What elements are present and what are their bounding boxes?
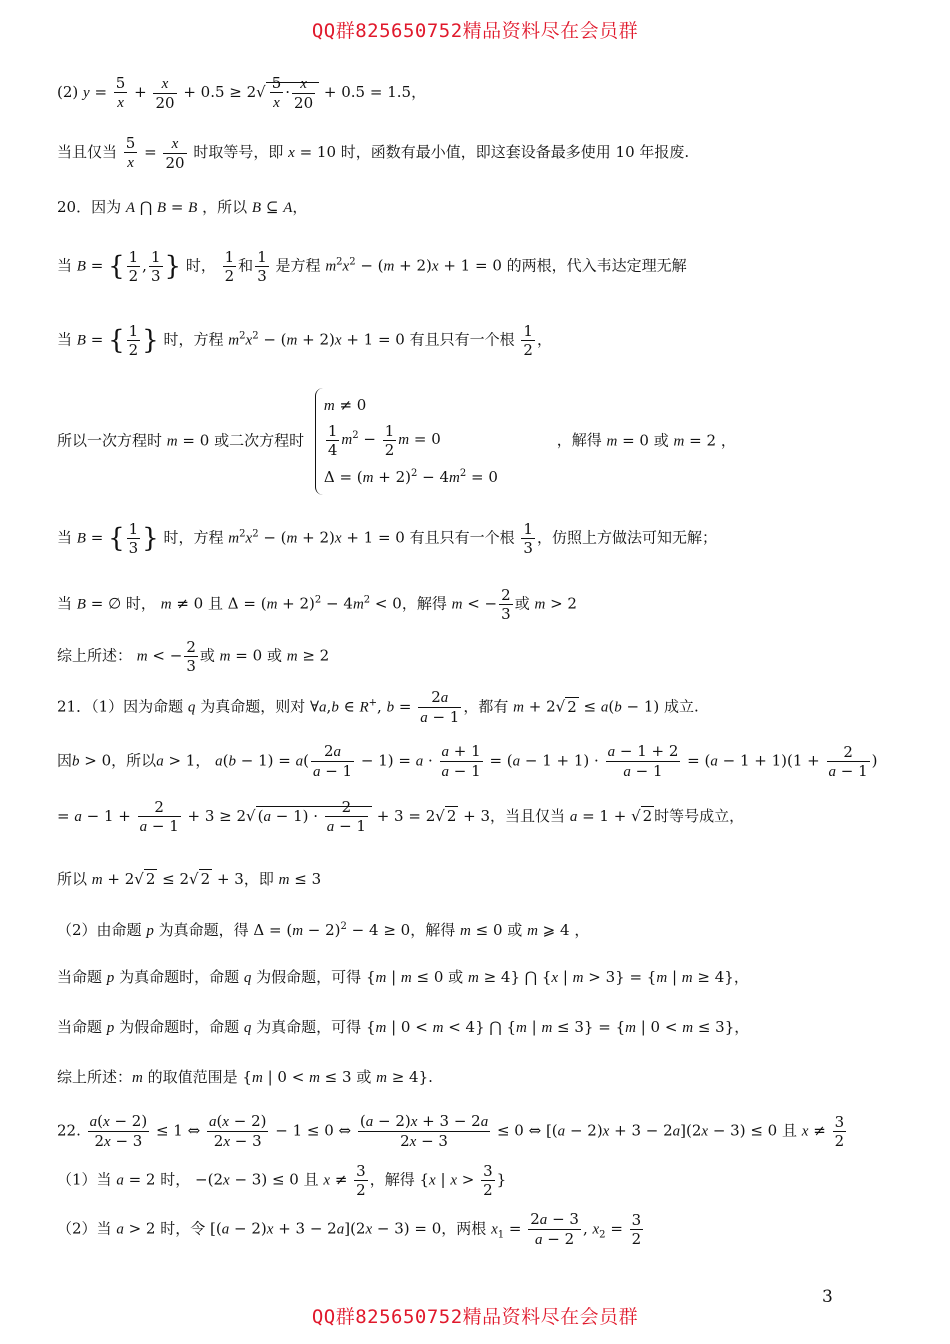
line-21-amgm: = a − 1 + $\frac{2}{a - 1}$ + 3 ≥ 2√ (a − 1) · $\frac{2}{a - 1}$ + 3 = 2√ 2 + 3，当且仅当 a = 1 + √ 2 时等号成立， — [57, 798, 745, 835]
line-case-empty: 当 B = ∅ 时， m ≠ 0 且 $\Delta = (m + 2)^2 - 4m^2 < 0$，解得 m < − $\frac{2}{3}$ 或 m > 2 — [57, 586, 577, 623]
equation-system: m ≠ 0 $\frac{1}{4}$ $m^2$ − $\frac{1}{2}$ m = 0 $\Delta = (m + 2)^2 - 4m^2 = 0$ — [315, 388, 506, 495]
line-20-intro: 20．因为 A ⋂ B = B ，所以 B ⊆ A， — [57, 198, 308, 216]
line-21-case-p-true: 当命题 p 为真命题时，命题 q 为假命题，可得 {m | m ≤ 0 或 m ≥ 4} ⋂ {x | m > 3} = {m | m ≥ 4}， — [57, 968, 749, 986]
line-case-third: 当 B = { $\frac{1}{3}$ } 时，方程 $m^2x^2 - (m + 2)x + 1 = 0$ 有且只有一个根 $\frac{1}{3}$ ，仿照上方做法可知无解； — [57, 520, 717, 557]
line-21-intro: 21．（1）因为命题 q 为真命题，则对 ∀a,b ∈ R+, b = $\frac{2a}{a - 1}$ ，都有 m + 2√ 2 ≤ a(b − 1) 成立. — [57, 688, 699, 726]
line-22-case1: （1）当 a = 2 时， −(2x − 3) ≤ 0 且 x ≠ $\frac{3}{2}$ ，解得 {x | x > $\frac{3}{2}$ } — [57, 1162, 507, 1199]
line-case-half: 当 B = { $\frac{1}{2}$ } 时，方程 $m^2x^2 - (m + 2)x + 1 = 0$ 有且只有一个根 $\frac{1}{2}$ ， — [57, 322, 552, 359]
watermark-footer: QQ群825650752精品资料尽在会员群 — [311, 1306, 639, 1328]
line-21-summary: 综上所述：m 的取值范围是 {m | 0 < m ≤ 3 或 m ≥ 4}. — [57, 1068, 433, 1086]
line-2-inequality: (2) y = $\frac{5}{x}$ + $\frac{x}{20}$ + 0.5 ≥ 2√ $\frac{5}{x}$ · $\frac{x}{20}$ + 0.5 = 1.5， — [57, 74, 427, 112]
watermark-header: QQ群825650752精品资料尽在会员群 — [311, 20, 639, 42]
line-21-part2: （2）由命题 p 为真命题，得 $\Delta = (m - 2)^2 - 4 \ge 0$，解得 m ≤ 0 或 m ⩾ 4 ， — [57, 921, 590, 939]
line-summary-20: 综上所述： m < − $\frac{2}{3}$ 或 m = 0 或 m ≥ 2 — [57, 638, 330, 675]
line-equality-condition: 当且仅当 $\frac{5}{x}$ = $\frac{x}{20}$ 时取等号，即 x = 10 时，函数有最小值，即这套设备最多使用 10 年报废. — [57, 134, 690, 172]
line-21-result: 所以 m + 2√ 2 ≤ 2√ 2 + 3，即 m ≤ 3 — [57, 870, 322, 888]
line-case-two-roots: 当 B = { $\frac{1}{2}$ , $\frac{1}{3}$ } 时， $\frac{1}{2}$ 和 $\frac{1}{3}$ 是方程 $m^2x^2 - (m + 2)x + 1 = 0$ 的两根，代入韦达定理无解 — [57, 248, 687, 285]
line-22-case2: （2）当 a > 2 时，令 [(a − 2)x + 3 − 2a](2x − 3) = 0，两根 $x_1$ = $\frac{2a - 3}{a - 2}$ , $x_2$ = $\frac{3}{2}$ — [57, 1210, 642, 1248]
line-21-case-p-false: 当命题 p 为假命题时，命题 q 为真命题，可得 {m | 0 < m < 4} ⋂ {m | m ≤ 3} = {m | 0 < m ≤ 3}， — [57, 1018, 750, 1036]
line-21-derivation: 因b > 0，所以a > 1， a(b − 1) = a( $\frac{2a}{a - 1}$ − 1) = a · $\frac{a + 1}{a - 1}$ = (a − 1 + 1) · $\frac{a - 1 + 2}{a - 1}$ = (a − 1 + 1)(1 + $\frac{2}{a - 1}$ ) — [57, 742, 878, 780]
page-number: 3 — [822, 1287, 833, 1307]
line-system: 所以一次方程时 m = 0 或二次方程时 m ≠ 0 $\frac{1}{4}$ $m^2$ − $\frac{1}{2}$ m = 0 $\Delta = (m + 2)^2 - 4m^2 = 0$ ，解得 m = 0 或 m = 2 ， — [57, 388, 910, 495]
line-22-intro: 22. $\frac{a(x - 2)}{2x - 3}$ ≤ 1 ⇔ $\frac{a(x - 2)}{2x - 3}$ − 1 ≤ 0 ⇔ $\frac{(a - 2)x + 3 - 2a}{2x - 3}$ ≤ 0 ⇔ [(a − 2)x + 3 − 2a](2x − 3) ≤ 0 且 x ≠ $\frac{3}{2}$ — [57, 1112, 845, 1150]
